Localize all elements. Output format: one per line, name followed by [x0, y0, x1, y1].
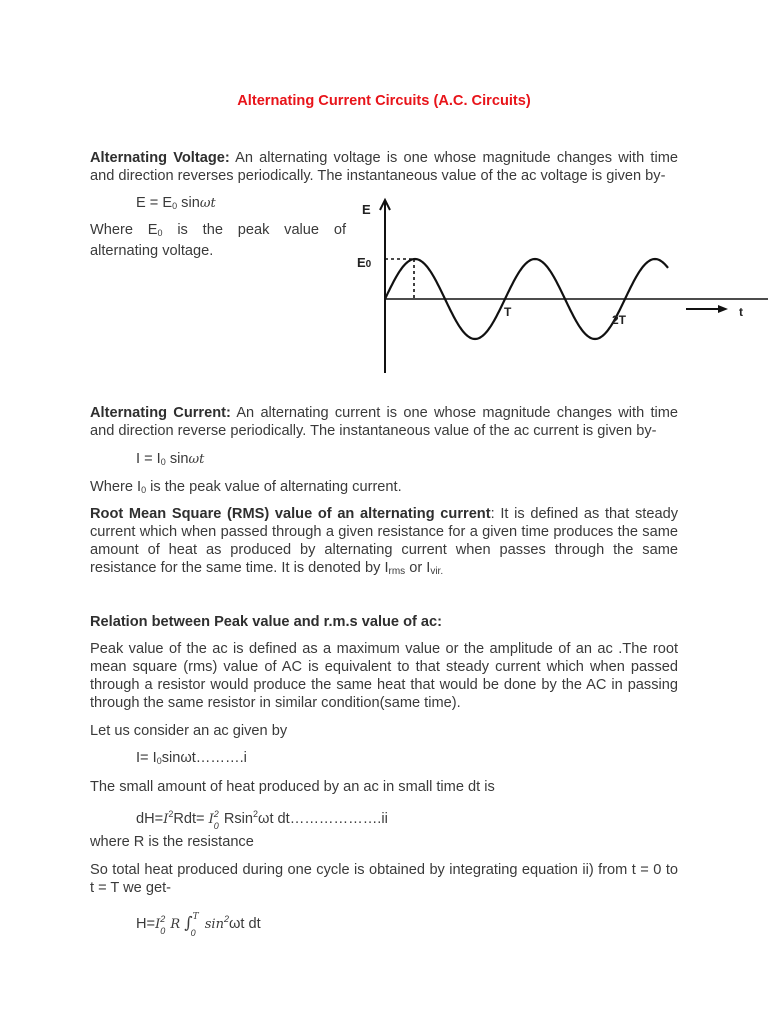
- current-where: Where $I_0$ is the peak value of alternating current.: [90, 479, 402, 495]
- page-title: Alternating Current Circuits (A.C. Circuits): [237, 93, 531, 109]
- y-axis-label: E: [362, 202, 371, 217]
- voltage-text: An alternating voltage is one whose magnitude changes with time and direction reverses periodically. The instantaneous value of the ac voltage is given by-: [90, 150, 678, 184]
- current-definition: [90, 404, 678, 440]
- heat-equation-ii: $dH=I^2Rdt= I$ 2 0 Rsin$^2$ωt dt……………….ii: [136, 809, 388, 831]
- consider-ac-text: Let us consider an ac given by: [90, 723, 288, 739]
- sine-wave-graph: [340, 190, 768, 390]
- current-label: Alternating Current:: [90, 405, 231, 421]
- small-heat-text: The small amount of heat produced by an ac in small time dt is: [90, 779, 495, 795]
- voltage-equation: $E = E_0$ sinωt: [136, 195, 216, 211]
- rms-text: : It is defined as that steady current which when passed through a given resistance for a given time produces the same amount of heat as produced by alternating current when passes through the same resistance for the same time. It is denoted by I: [90, 506, 678, 576]
- resistance-text: where R is the resistance: [90, 834, 254, 850]
- voltage-definition: [90, 149, 678, 185]
- current-equation: $I = I_0$ sinωt: [136, 451, 205, 467]
- current-text: An alternating current is one whose magnitude changes with time and direction reverse periodically. The instantaneous value of the ac current is given by-: [90, 405, 679, 439]
- heat-integral-equation: H=I 2 0 R ∫ T 0 $\sin^2\omega t$ dt: [136, 912, 261, 938]
- time-axis-label: t: [739, 305, 743, 319]
- period-label: T: [504, 305, 512, 319]
- t-arrow-head: [718, 305, 728, 313]
- relation-heading: Relation between Peak value and r.m.s value of ac:: [90, 614, 443, 630]
- voltage-where: Where $E_0$ is the peak value of alternating voltage.: [90, 222, 346, 259]
- relation-paragraph: Peak value of the ac is defined as a maximum value or the amplitude of an ac .The root mean square (rms) value of AC is equivalent to that steady current which when passed through a resistor would produce the same heat that would be done by the AC in passing through the same resistor in similar condition(same time).: [90, 641, 678, 711]
- total-heat-text: So total heat produced during one cycle is obtained by integrating equation ii) from t = 0 to t = T we get-: [90, 862, 678, 896]
- voltage-label: Alternating Voltage:: [90, 150, 230, 166]
- ac-equation-i: $I= I_0\sin\omega t\dots\dots\dots.i$: [136, 750, 247, 766]
- rms-label: Root Mean Square (RMS) value of an alternating current: [90, 506, 491, 522]
- rms-definition: Root Mean Square (RMS) value of an alternating current: It is defined as that steady current which when passed through a given resistance for a given time produces the same amount of heat as produced by alternating current when passes through the same resistance for the same time. It is denoted by $I_{rms}$ or $I_{vir.}$: [90, 506, 678, 577]
- double-period-label: 2T: [612, 313, 627, 327]
- peak-label: E0: [357, 255, 372, 270]
